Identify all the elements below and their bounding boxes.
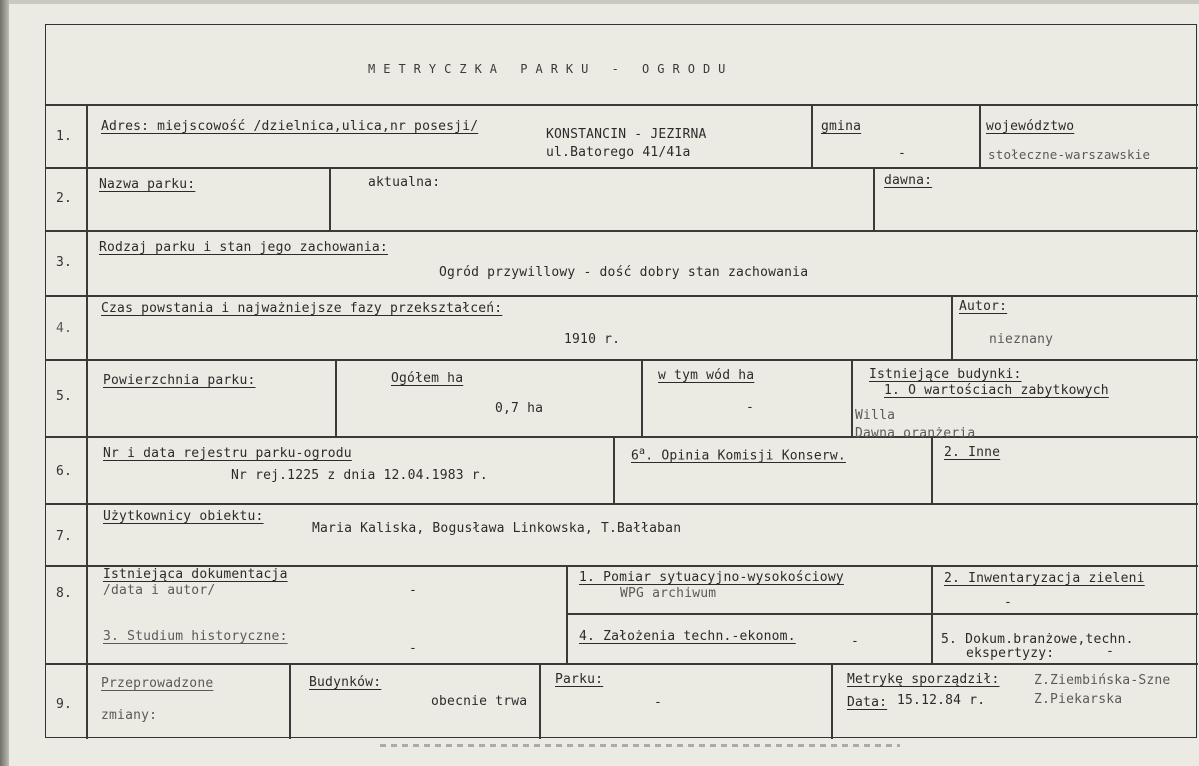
address-line-2: ul.Batorego 41/41a — [546, 145, 691, 160]
author-value: nieznany — [989, 332, 1054, 347]
row1-divider-gmina — [811, 104, 813, 167]
author-name-2: Z.Piekarska — [1034, 692, 1123, 707]
building-villa: Willa — [855, 408, 896, 423]
park-name-label: Nazwa parku: — [99, 177, 196, 192]
area-label: Powierzchnia parku: — [103, 373, 256, 388]
row-number: 4. — [56, 321, 73, 336]
row-number: 7. — [56, 529, 73, 544]
row5-divider-water — [641, 359, 643, 436]
survey-label: 1. Pomiar sytuacyjno-wysokościowy — [579, 570, 844, 585]
row8-divider-mid — [566, 565, 568, 663]
bottom-dotted-line — [380, 744, 900, 747]
prepared-by-label: Metrykę sporządził: — [847, 672, 1000, 687]
building-orangery: Dawna oranżeria — [855, 426, 976, 441]
paper-top-edge — [0, 0, 1199, 4]
row4-divider-author — [951, 295, 953, 359]
row-number: 2. — [56, 191, 73, 206]
buildings-changes-label: Budynków: — [309, 675, 382, 690]
documentation-sublabel: /data i autor/ — [103, 583, 216, 598]
conservation-opinion-label — [631, 444, 846, 464]
paper-left-edge — [0, 0, 9, 766]
buildings-changes-value: obecnie trwa — [431, 694, 528, 709]
inventory-label: 2. Inwentaryzacja zieleni — [944, 571, 1145, 586]
survey-value: WPG archiwum — [620, 586, 717, 601]
park-changes-value: - — [654, 695, 663, 710]
changes-sublabel: zmiany: — [101, 708, 158, 723]
row-number: 1. — [56, 129, 73, 144]
row8-inner-divider — [566, 613, 1198, 615]
wojewodztwo-value: stołeczne-warszawskie — [988, 147, 1151, 162]
row-divider-2 — [46, 167, 1198, 169]
row9-divider-buildings — [289, 663, 291, 739]
date-value: 15.12.84 r. — [897, 693, 986, 708]
row-number: 5. — [56, 389, 73, 404]
row-number: 9. — [56, 697, 73, 712]
number-column-divider — [86, 104, 88, 739]
total-area-label: Ogółem ha — [391, 371, 464, 386]
opinion-text: . Opinia Komisji Konserw. — [645, 448, 846, 464]
row-divider-5 — [46, 359, 1198, 361]
tech-assumptions-value: - — [851, 634, 860, 649]
row6-divider-opinion — [613, 436, 615, 503]
gmina-value: - — [898, 146, 907, 161]
row6-divider-other — [931, 436, 933, 503]
row-divider-4 — [46, 295, 1198, 297]
address-line-1: KONSTANCIN - JEZIRNA — [546, 127, 707, 142]
creation-time-label: Czas powstania i najważniejsze fazy przekształceń: — [101, 301, 503, 316]
row-number: 6. — [56, 464, 73, 479]
gmina-label: gmina — [821, 119, 862, 134]
water-area-label: w tym wód ha — [658, 368, 755, 383]
address-label: Adres: miejscowość /dzielnica,ulica,nr posesji/ — [101, 119, 479, 134]
wojewodztwo-label: województwo — [986, 119, 1075, 134]
row9-divider-park — [539, 663, 541, 739]
history-study-label: 3. Studium historyczne: — [103, 629, 288, 644]
opinion-superscript: a — [639, 446, 646, 457]
users-label: Użytkownicy obiektu: — [103, 509, 264, 524]
total-area-value: 0,7 ha — [495, 401, 544, 416]
park-type-value: Ogród przywillowy - dość dobry stan zachowania — [439, 265, 809, 280]
registry-value: Nr rej.1225 z dnia 12.04.1983 r. — [231, 468, 488, 483]
park-type-label: Rodzaj parku i stan jego zachowania: — [99, 240, 388, 255]
expert-docs-sublabel: ekspertyzy: — [966, 646, 1055, 661]
row-number: 8. — [56, 586, 73, 601]
history-study-value: - — [409, 641, 418, 656]
documentation-value: - — [409, 583, 418, 598]
creation-time-value: 1910 r. — [564, 332, 621, 347]
row5-divider-total — [335, 359, 337, 436]
row-divider-1 — [46, 104, 1198, 106]
row1-divider-woj — [979, 104, 981, 167]
current-name-label: aktualna: — [368, 175, 441, 190]
expert-docs-label: 5. Dokum.branżowe,techn. — [941, 632, 1134, 647]
opinion-number: 6 — [631, 448, 640, 464]
row2-divider-current — [329, 167, 331, 230]
row9-divider-prepared — [831, 663, 833, 739]
former-name-label: dawna: — [884, 173, 933, 188]
water-area-value: - — [746, 400, 755, 415]
row-divider-6 — [46, 436, 1198, 438]
inventory-value: - — [1004, 595, 1013, 610]
users-value: Maria Kaliska, Bogusława Linkowska, T.Bałłaban — [312, 521, 682, 536]
form-title: METRYCZKA PARKU - OGRODU — [368, 62, 734, 76]
row-divider-9 — [46, 663, 1198, 665]
author-name-1: Z.Ziembińska-Szne — [1034, 673, 1171, 688]
park-record-form — [45, 24, 1197, 738]
registry-label: Nr i data rejestru parku-ogrodu — [103, 446, 352, 461]
park-changes-label: Parku: — [555, 672, 604, 687]
expert-docs-value: - — [1106, 644, 1115, 659]
row-divider-7 — [46, 503, 1198, 505]
existing-buildings-label: Istniejące budynki: — [869, 367, 1022, 382]
row-number: 3. — [56, 255, 73, 270]
row-divider-3 — [46, 230, 1198, 232]
documentation-label: Istniejąca dokumentacja — [103, 567, 288, 582]
date-label: Data: — [847, 695, 888, 710]
row5-divider-buildings — [851, 359, 853, 436]
historic-buildings-label: 1. O wartościach zabytkowych — [884, 383, 1109, 398]
changes-label: Przeprowadzone — [101, 676, 214, 691]
author-label: Autor: — [959, 299, 1008, 314]
tech-assumptions-label: 4. Założenia techn.-ekonom. — [579, 629, 796, 644]
row8-divider-right — [931, 565, 933, 663]
other-label: 2. Inne — [944, 445, 1001, 460]
row2-divider-former — [873, 167, 875, 230]
